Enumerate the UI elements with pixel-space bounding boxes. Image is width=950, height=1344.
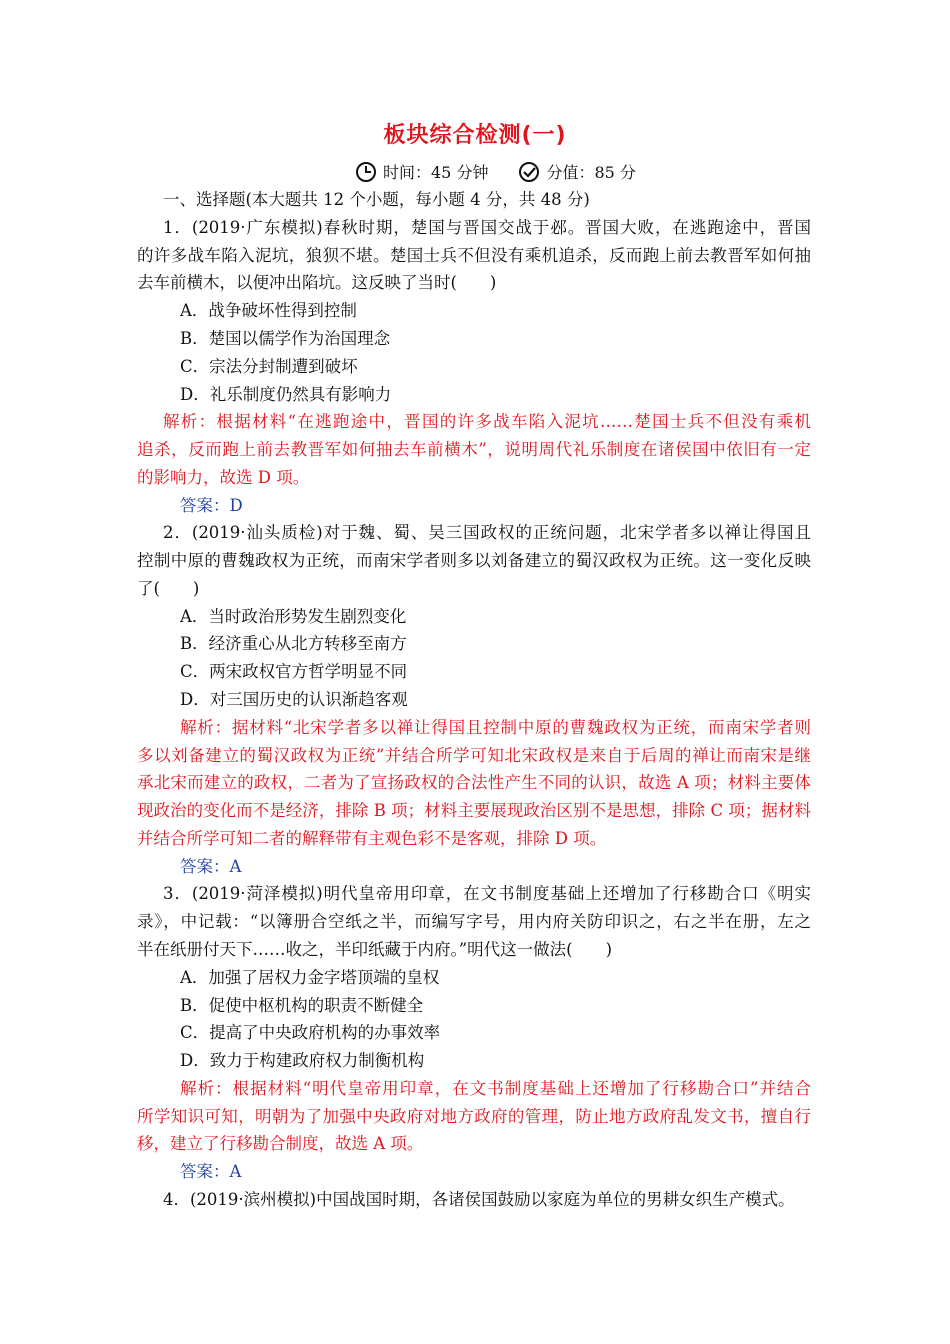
answer: 答案：D xyxy=(180,496,243,515)
option-b: B．促使中枢机构的职责不断健全 xyxy=(180,996,424,1015)
analysis-line: 解析：根据材料“明代皇帝用印章，在文书制度基础上还增加了行移勘合口”并结合 xyxy=(180,1079,811,1098)
answer: 答案：A xyxy=(180,1162,242,1181)
question-stem-line: 了( ) xyxy=(137,579,200,598)
question-stem-line: 录》，中记载：“以簿册合空纸之半，而编写字号，用内府关防印识之，右之半在册，左之 xyxy=(137,912,811,931)
analysis-line: 所学知识可知，明朝为了加强中央政府对地方政府的管理，防止地方政府乱发文书，擅自行 xyxy=(137,1107,811,1126)
question-stem-line: 的许多战车陷入泥坑，狼狈不堪。楚国士兵不但没有乘机追杀，反而跑上前去教晋军如何抽 xyxy=(137,246,811,265)
analysis-line: 移，建立了行移勘合制度，故选 A 项。 xyxy=(137,1134,424,1153)
option-b: B．经济重心从北方转移至南方 xyxy=(180,634,407,653)
exam-meta xyxy=(355,160,666,183)
option-a: A．战争破坏性得到控制 xyxy=(180,301,357,320)
option-c: C．宗法分封制遭到破坏 xyxy=(180,357,358,376)
answer: 答案：A xyxy=(180,857,242,876)
analysis-line: 解析：根据材料“在逃跑途中，晋国的许多战车陷入泥坑……楚国士兵不但没有乘机 xyxy=(163,412,811,431)
check-circle-icon xyxy=(518,161,540,183)
question-stem-line: 去车前横木，以便冲出陷坑。这反映了当时( ) xyxy=(137,273,497,292)
score-info xyxy=(518,160,635,183)
option-d: D．对三国历史的认识渐趋客观 xyxy=(180,690,408,709)
option-a: A．当时政治形势发生剧烈变化 xyxy=(180,607,407,626)
analysis-line: 追杀，反而跑上前去教晋军如何抽去车前横木”，说明周代礼乐制度在诸侯国中依旧有一定 xyxy=(137,440,811,459)
option-d: D．致力于构建政府权力制衡机构 xyxy=(180,1051,425,1070)
analysis-line: 承北宋而建立的政权，二者为了宣扬政权的合法性产生不同的认识，故选 A 项；材料主要体 xyxy=(137,773,811,792)
question-stem-line: 控制中原的曹魏政权为正统，而南宋学者则多以刘备建立的蜀汉政权为正统。这一变化反映 xyxy=(137,551,811,570)
analysis-line: 的影响力，故选 D 项。 xyxy=(137,468,310,487)
question-stem-line: 4．(2019·滨州模拟)中国战国时期，各诸侯国鼓励以家庭为单位的男耕女织生产模式。 xyxy=(163,1190,795,1209)
option-d: D．礼乐制度仍然具有影响力 xyxy=(180,385,392,404)
option-a: A．加强了居权力金字塔顶端的皇权 xyxy=(180,968,440,987)
clock-icon xyxy=(355,161,377,183)
section-heading: 一、选择题(本大题共 12 个小题，每小题 4 分，共 48 分) xyxy=(163,190,590,209)
analysis-line: 现政治的变化而不是经济，排除 B 项；材料主要展现政治区别不是思想，排除 C 项；据材料 xyxy=(137,801,811,820)
analysis-line: 解析：据材料“北宋学者多以禅让得国且控制中原的曹魏政权为正统，而南宋学者则 xyxy=(180,718,811,737)
analysis-line: 并结合所学可知二者的解释带有主观色彩不是客观，排除 D 项。 xyxy=(137,829,607,848)
score-label: 分值：85 分 xyxy=(546,163,636,182)
option-c: C．两宋政权官方哲学明显不同 xyxy=(180,662,408,681)
page-title: 板块综合检测(一) xyxy=(383,123,567,148)
time-label: 时间：45 分钟 xyxy=(383,163,489,182)
question-stem-line: 半在纸册付天下……收之，半印纸藏于内府。”明代这一做法( ) xyxy=(137,940,613,959)
question-stem-line: 3．(2019·菏泽模拟)明代皇帝用印章，在文书制度基础上还增加了行移勘合口《明实 xyxy=(163,884,811,903)
question-stem-line: 1．(2019·广东模拟)春秋时期，楚国与晋国交战于邲。晋国大败，在逃跑途中，晋国 xyxy=(163,218,811,237)
option-c: C．提高了中央政府机构的办事效率 xyxy=(180,1023,441,1042)
option-b: B．楚国以儒学作为治国理念 xyxy=(180,329,391,348)
time-info xyxy=(355,160,488,183)
analysis-line: 多以刘备建立的蜀汉政权为正统”并结合所学可知北宋政权是来自于后周的禅让而南宋是继 xyxy=(137,746,811,765)
question-stem-line: 2．(2019·汕头质检)对于魏、蜀、吴三国政权的正统问题，北宋学者多以禅让得国且 xyxy=(163,523,811,542)
